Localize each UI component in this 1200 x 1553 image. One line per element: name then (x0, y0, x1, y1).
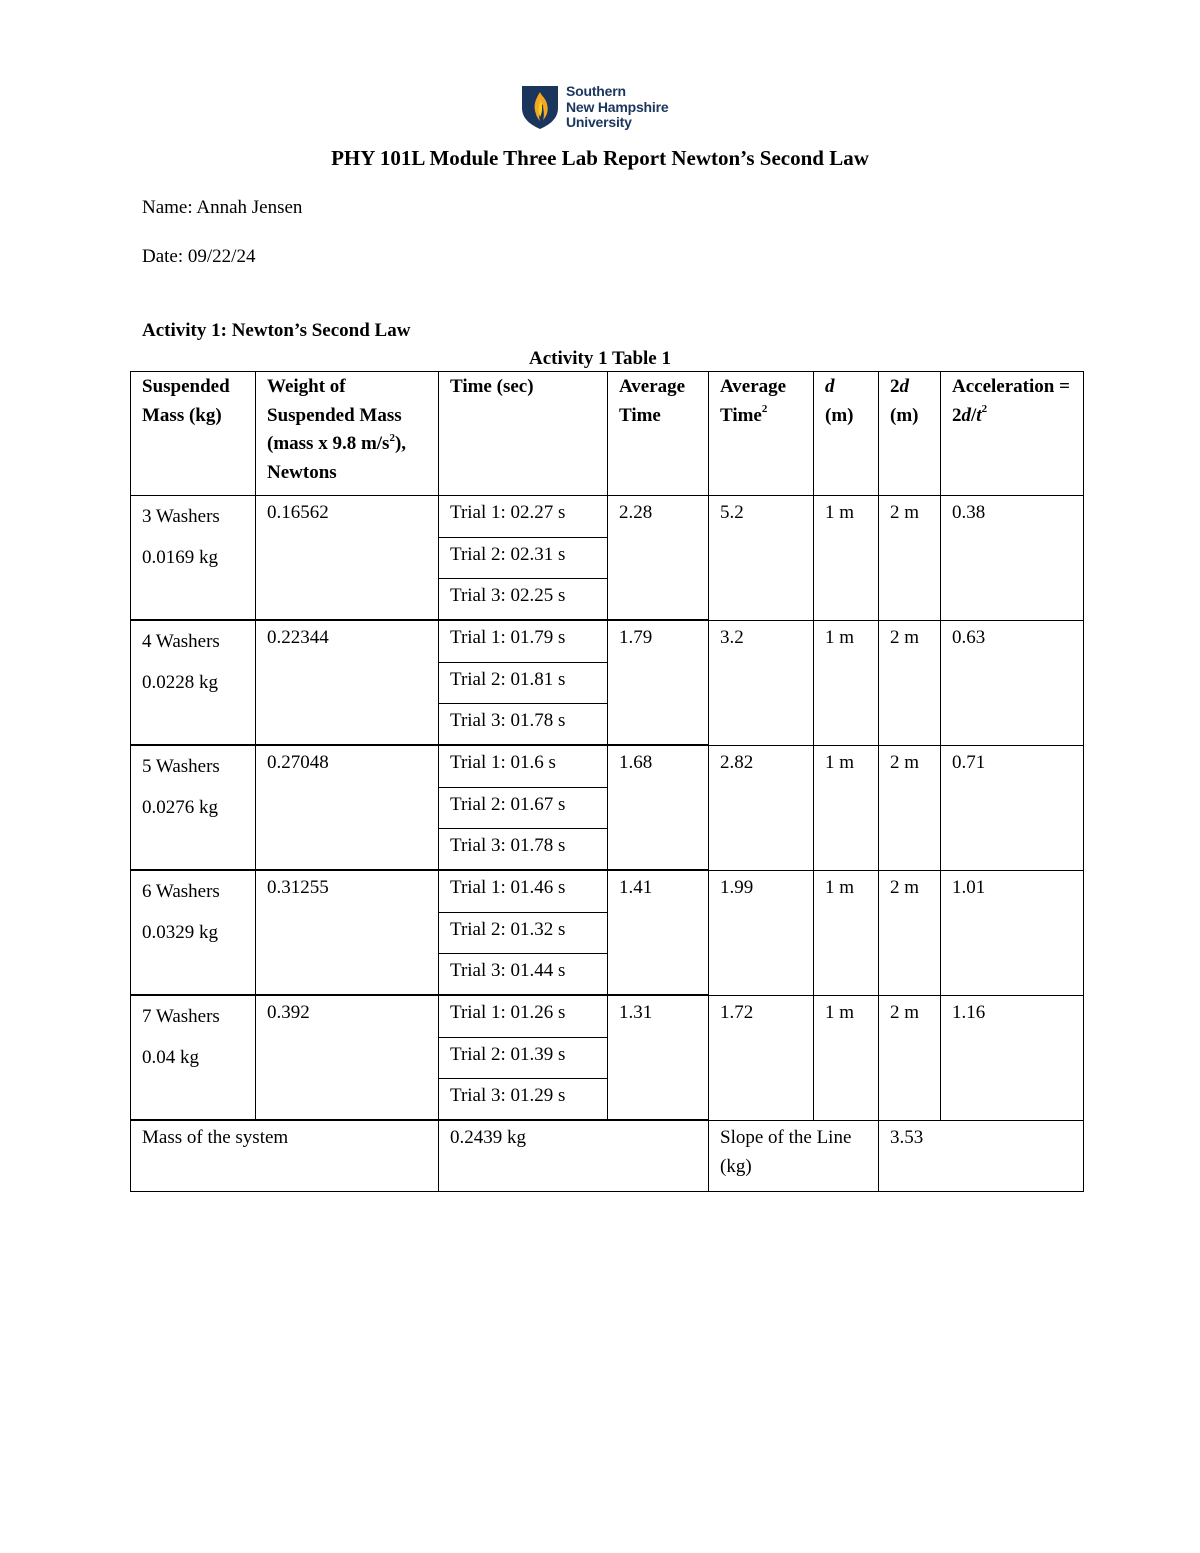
mass-kg: 0.0329 kg (142, 922, 218, 943)
trial-1-cell: Trial 1: 01.26 s (439, 996, 608, 1038)
trial-2-cell: Trial 2: 01.39 s (439, 1038, 608, 1079)
acceleration-cell: 0.38 (941, 496, 1084, 621)
distance-cell: 1 m (814, 871, 879, 996)
average-time-squared-cell: 1.72 (709, 996, 814, 1121)
logo-line-1: Southern (566, 83, 626, 99)
header-acc-text: Acceleration = 2 (952, 376, 1070, 426)
weight-cell: 0.27048 (256, 746, 439, 870)
acceleration-cell: 1.16 (941, 996, 1084, 1121)
average-time-cell: 2.28 (608, 496, 709, 620)
double-distance-cell: 2 m (879, 996, 941, 1121)
header-2d-symbol: d (899, 376, 909, 397)
header-weight-sup: 2 (389, 431, 395, 444)
slope-label: Slope of the Line (kg) (709, 1121, 879, 1192)
trial-2-cell: Trial 2: 02.31 s (439, 538, 608, 579)
header-acc-t: t (976, 404, 982, 426)
trial-1-cell: Trial 1: 01.79 s (439, 621, 608, 663)
suspended-mass-cell (131, 746, 256, 870)
trial-3-cell: Trial 3: 02.25 s (439, 579, 608, 620)
table-row (131, 746, 1084, 788)
header-row (131, 372, 1084, 496)
header-average-time-squared (709, 372, 814, 496)
slope-value: 3.53 (879, 1121, 1084, 1192)
acceleration-cell: 0.63 (941, 621, 1084, 746)
header-avg2-sup: 2 (761, 403, 768, 416)
header-2d-coef: 2 (890, 376, 900, 397)
double-distance-cell: 2 m (879, 496, 941, 621)
average-time-cell: 1.79 (608, 621, 709, 745)
distance-cell: 1 m (814, 996, 879, 1121)
washers-count: 4 Washers (142, 631, 220, 652)
average-time-squared-cell: 5.2 (709, 496, 814, 621)
header-acc-d: d (961, 404, 971, 426)
table-row (131, 996, 1084, 1038)
table-caption: Activity 1 Table 1 (529, 348, 671, 369)
logo-line-3: University (566, 114, 632, 130)
header-suspended-mass: Suspended Mass (kg) (131, 372, 256, 496)
double-distance-cell: 2 m (879, 746, 941, 871)
suspended-mass-cell (131, 871, 256, 995)
weight-cell: 0.31255 (256, 871, 439, 995)
trial-1-cell: Trial 1: 01.46 s (439, 871, 608, 913)
average-time-squared-cell: 3.2 (709, 621, 814, 746)
trial-1-cell: Trial 1: 02.27 s (439, 496, 608, 538)
header-weight-text-end: ), Newtons (267, 433, 407, 483)
header-average-time: Average Time (608, 372, 709, 496)
header-d-symbol: d (825, 376, 835, 397)
average-time-cell: 1.41 (608, 871, 709, 995)
logo-line-2: New Hampshire (566, 98, 669, 115)
table-row (131, 871, 1084, 913)
header-weight-text: Weight of Suspended Mass (mass x 9.8 m/s (267, 376, 402, 454)
mass-kg: 0.0276 kg (142, 797, 218, 818)
table-row (131, 621, 1084, 663)
weight-cell: 0.22344 (256, 621, 439, 745)
double-distance-cell: 2 m (879, 621, 941, 746)
distance-cell: 1 m (814, 496, 879, 621)
header-time: Time (sec) (439, 372, 608, 496)
average-time-cell: 1.31 (608, 996, 709, 1120)
suspended-mass-cell (131, 496, 256, 620)
mass-kg: 0.04 kg (142, 1047, 199, 1068)
summary-row (131, 1121, 1084, 1192)
header-double-distance (879, 372, 941, 496)
mass-kg: 0.0228 kg (142, 672, 218, 693)
header-acceleration (941, 372, 1084, 496)
trial-3-cell: Trial 3: 01.78 s (439, 829, 608, 870)
name-line: Name: Annah Jensen (142, 197, 303, 218)
suspended-mass-cell (131, 996, 256, 1120)
suspended-mass-cell (131, 621, 256, 745)
trial-2-cell: Trial 2: 01.81 s (439, 663, 608, 704)
mass-system-label: Mass of the system (131, 1121, 439, 1192)
header-acc-slash: / (971, 404, 977, 426)
washers-count: 5 Washers (142, 756, 220, 777)
university-logo (521, 84, 691, 132)
header-distance (814, 372, 879, 496)
washers-count: 3 Washers (142, 506, 220, 527)
shield-flame-icon (521, 84, 559, 130)
trial-1-cell: Trial 1: 01.6 s (439, 746, 608, 788)
trial-2-cell: Trial 2: 01.32 s (439, 913, 608, 954)
header-2d-unit: (m) (890, 404, 919, 426)
trial-3-cell: Trial 3: 01.44 s (439, 954, 608, 995)
trial-3-cell: Trial 3: 01.29 s (439, 1079, 608, 1120)
distance-cell: 1 m (814, 746, 879, 871)
acceleration-cell: 0.71 (941, 746, 1084, 871)
mass-kg: 0.0169 kg (142, 547, 218, 568)
acceleration-cell: 1.01 (941, 871, 1084, 996)
average-time-cell: 1.68 (608, 746, 709, 870)
washers-count: 7 Washers (142, 1006, 220, 1027)
activity-heading: Activity 1: Newton’s Second Law (142, 320, 411, 341)
washers-count: 6 Washers (142, 881, 220, 902)
average-time-squared-cell: 1.99 (709, 871, 814, 996)
header-acc-sup: 2 (981, 403, 988, 416)
logo-wordmark (566, 84, 668, 131)
table-row (131, 496, 1084, 538)
data-table (130, 371, 1084, 1192)
distance-cell: 1 m (814, 621, 879, 746)
header-avg2-text: Average Time (720, 376, 787, 426)
document-title: PHY 101L Module Three Lab Report Newton’s Second Law (331, 146, 869, 170)
date-line: Date: 09/22/24 (142, 246, 256, 267)
trial-3-cell: Trial 3: 01.78 s (439, 704, 608, 745)
weight-cell: 0.16562 (256, 496, 439, 620)
mass-system-value: 0.2439 kg (439, 1121, 709, 1192)
header-d-unit: (m) (825, 404, 854, 426)
trial-2-cell: Trial 2: 01.67 s (439, 788, 608, 829)
double-distance-cell: 2 m (879, 871, 941, 996)
header-weight (256, 372, 439, 496)
average-time-squared-cell: 2.82 (709, 746, 814, 871)
weight-cell: 0.392 (256, 996, 439, 1120)
